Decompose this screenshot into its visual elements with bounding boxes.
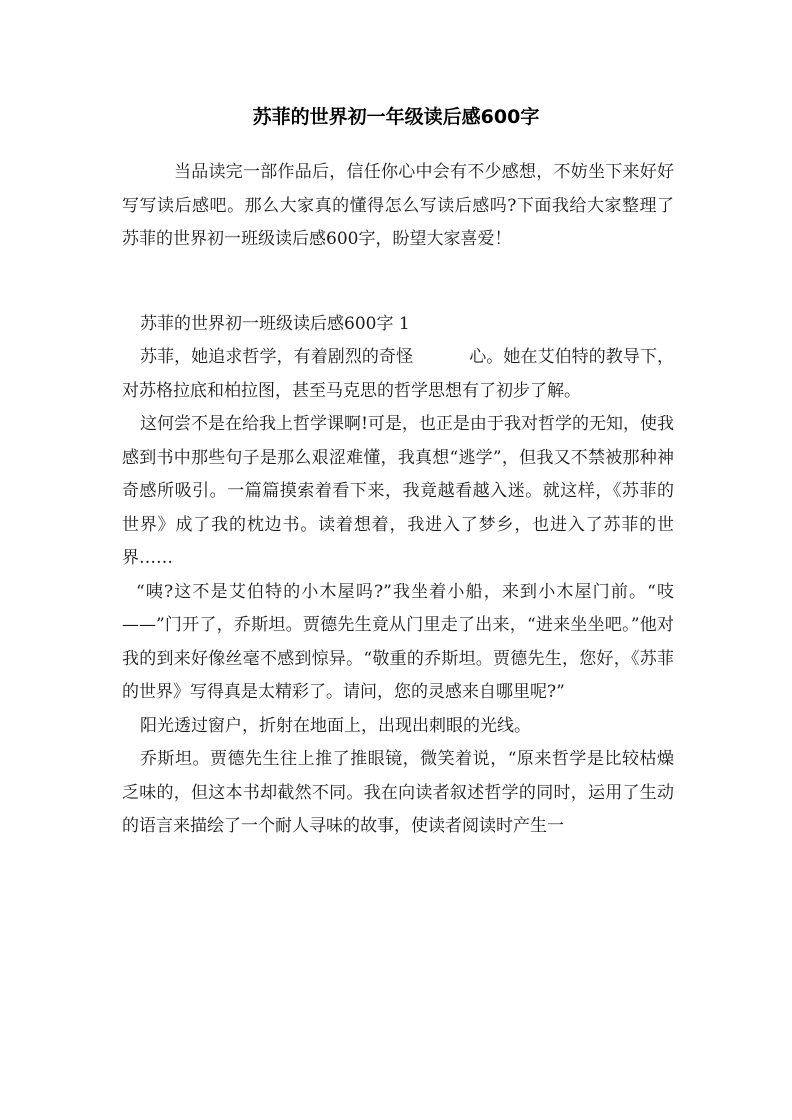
- paragraph-spacer: [122, 257, 674, 308]
- paragraph-1: [122, 341, 674, 408]
- paragraph-3: “咦?这不是艾伯特的小木屋吗?”我坐着小船，来到小木屋门前。“吱——”门开了，乔斯坦。贾德先生竟从门里走了出来，“进来坐坐吧。”他对我的到来好像丝毫不感到惊异。“敬重的乔斯坦。贾德先生，您好，《苏菲的世界》写得真是太精彩了。请问，您的灵感来自哪里呢?”: [122, 581, 674, 702]
- intro-paragraph: 当品读完一部作品后，信任你心中会有不少感想，不妨坐下来好好写写读后感吧。那么大家真的懂得怎么写读后感吗?下面我给大家整理了苏菲的世界初一班级读后感600字，盼望大家喜爱！: [122, 162, 674, 249]
- document-title: 苏菲的世界初一年级读后感600字: [252, 106, 540, 128]
- paragraph-2: 这何尝不是在给我上哲学课啊!可是，也正是由于我对哲学的无知，使我感到书中那些句子是那么艰涩难懂，我真想“逃学”，但我又不禁被那种神奇感所吸引。一篇篇摸索着看下来，我竟越看越入迷。就这样，《苏菲的世界》成了我的枕边书。读着想着，我进入了梦乡，也进入了苏菲的世界……: [122, 414, 674, 568]
- paragraph-1-part-2: 心。她在艾伯特的教导下，对苏格拉底和柏拉图，甚至马克思的哲学思想有了初步了解。: [122, 347, 675, 401]
- paragraph-4: 阳光透过窗户，折射在地面上，出现出刺眼的光线。: [140, 715, 531, 736]
- paragraph-1-part-1: 苏菲，她追求哲学，有着剧烈的奇怪: [140, 347, 414, 367]
- paragraph-5: 乔斯坦。贾德先生往上推了推眼镜，微笑着说，“原来哲学是比较枯燥乏味的，但这本书却截然不同。我在向读者叙述哲学的同时，运用了生动的语言来描绘了一个耐人寻味的故事，使读者阅读时产生一: [122, 749, 674, 836]
- document-body: [122, 156, 674, 844]
- section-heading: 苏菲的世界初一班级读后感600字 1: [140, 313, 410, 334]
